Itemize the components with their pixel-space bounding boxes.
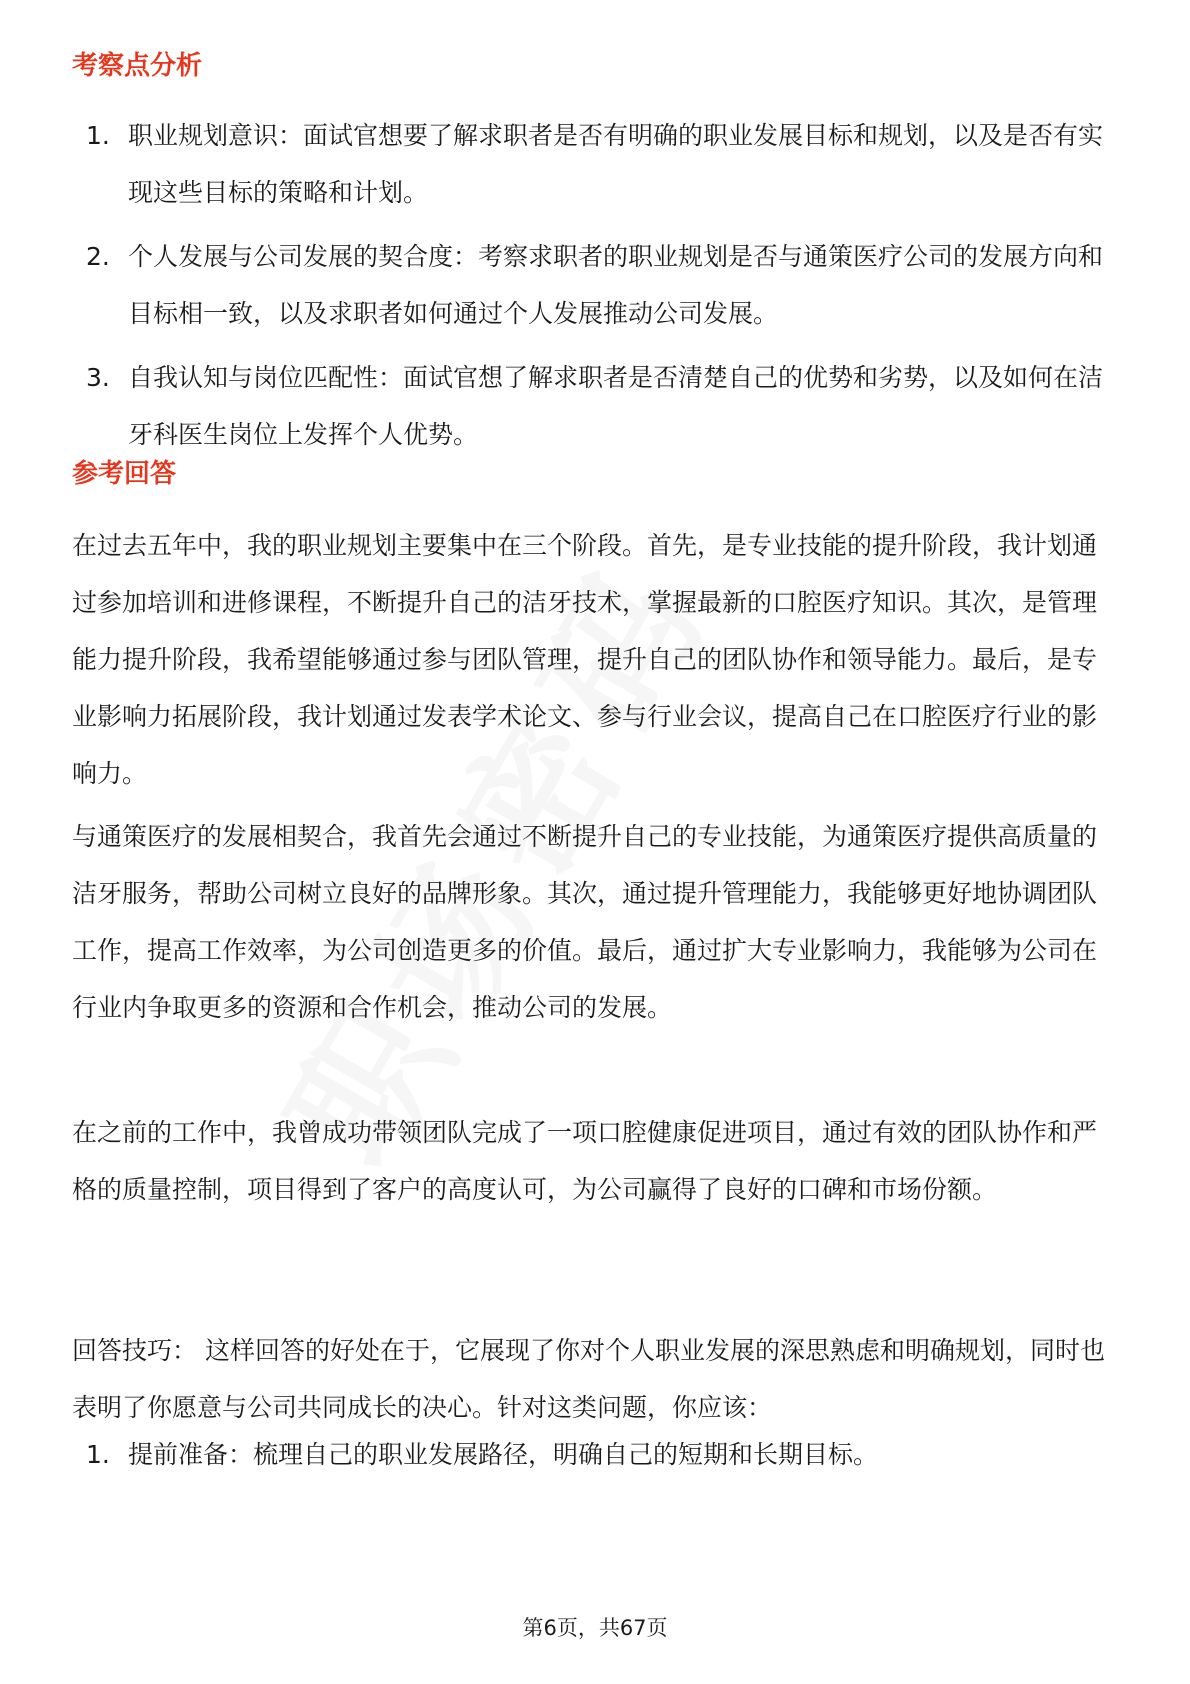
page-footer: 第6页，共67页 bbox=[522, 1616, 668, 1640]
list-number: 1. bbox=[86, 121, 110, 150]
answer-tips-paragraph: 回答技巧： 这样回答的好处在于，它展现了你对个人职业发展的深思熟虑和明确规划，同时也表明了你愿意与公司共同成长的决心。针对这类问题，你应该： bbox=[72, 1336, 1105, 1422]
analysis-list bbox=[72, 107, 1112, 470]
list-text: 职业规划意识：面试官想要了解求职者是否有明确的职业发展目标和规划，以及是否有实现这些目标的策略和计划。 bbox=[128, 121, 1104, 207]
answer-paragraph: 在之前的工作中，我曾成功带领团队完成了一项口腔健康促进项目，通过有效的团队协作和严格的质量控制，项目得到了客户的高度认可，为公司赢得了良好的口碑和市场份额。 bbox=[72, 1118, 1098, 1204]
tips-list bbox=[72, 1426, 1112, 1490]
list-text: 个人发展与公司发展的契合度：考察求职者的职业规划是否与通策医疗公司的发展方向和目标相一致，以及求职者如何通过个人发展推动公司发展。 bbox=[128, 242, 1104, 328]
list-item bbox=[72, 349, 1112, 463]
list-text: 自我认知与岗位匹配性：面试官想了解求职者是否清楚自己的优势和劣势，以及如何在洁牙科医生岗位上发挥个人优势。 bbox=[128, 363, 1104, 449]
list-item bbox=[72, 107, 1112, 221]
list-number: 3. bbox=[86, 363, 110, 392]
list-item bbox=[72, 228, 1112, 342]
answer-paragraph: 与通策医疗的发展相契合，我首先会通过不断提升自己的专业技能，为通策医疗提供高质量的洁牙服务，帮助公司树立良好的品牌形象。其次，通过提升管理能力，我能够更好地协调团队工作，提高工作效率，为公司创造更多的价值。最后，通过扩大专业影响力，我能够为公司在行业内争取更多的资源和合作机会，推动公司的发展。 bbox=[72, 822, 1098, 1022]
list-number: 1. bbox=[86, 1440, 110, 1469]
answer-title: 参考回答 bbox=[72, 459, 177, 489]
list-number: 2. bbox=[86, 242, 110, 271]
list-item bbox=[72, 1426, 1112, 1483]
answer-paragraph: 在过去五年中，我的职业规划主要集中在三个阶段。首先，是专业技能的提升阶段，我计划通过参加培训和进修课程，不断提升自己的洁牙技术，掌握最新的口腔医疗知识。其次，是管理能力提升阶段，我希望能够通过参与团队管理，提升自己的团队协作和领导能力。最后，是专业影响力拓展阶段，我计划通过发表学术论文、参与行业会议，提高自己在口腔医疗行业的影响力。 bbox=[72, 531, 1098, 788]
list-text: 提前准备：梳理自己的职业发展路径，明确自己的短期和长期目标。 bbox=[128, 1440, 879, 1469]
analysis-title: 考察点分析 bbox=[72, 51, 203, 81]
